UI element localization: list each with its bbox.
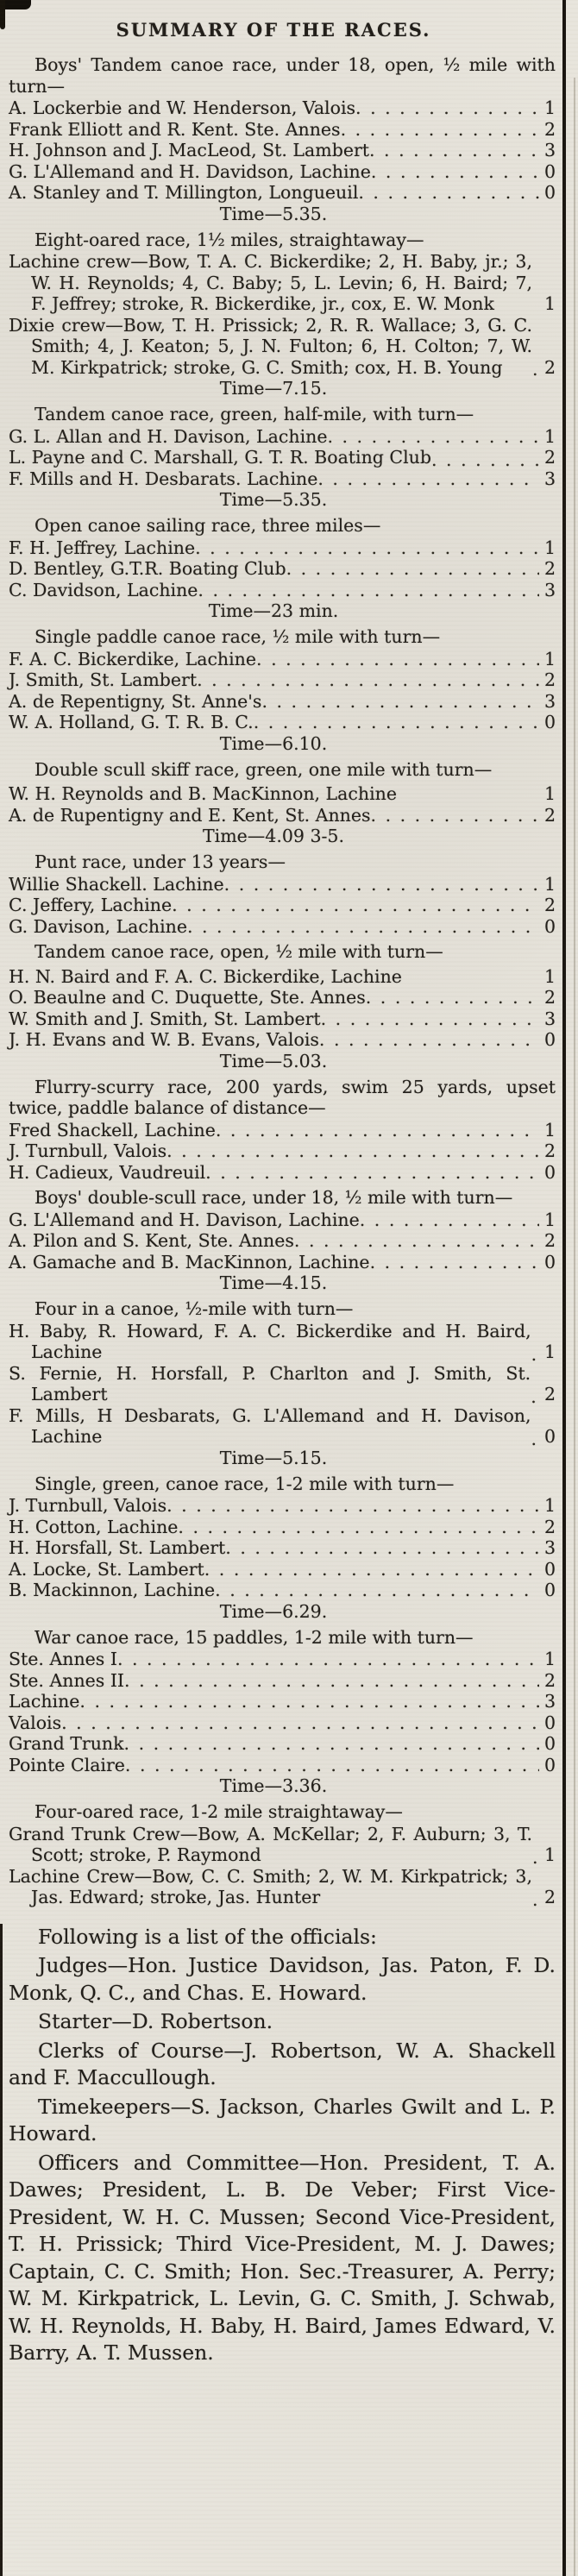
placement-number: 2 bbox=[543, 558, 556, 579]
placement-number: 1 bbox=[543, 1119, 556, 1140]
result-entry bbox=[9, 1649, 556, 1670]
competitor-name: L. Payne and C. Marshall, G. T. R. Boating Club bbox=[9, 447, 431, 468]
race-heading: Four in a canoe, ½-mile with turn— bbox=[35, 1298, 354, 1319]
race-heading: Double scull skiff race, green, one mile with turn— bbox=[35, 758, 493, 780]
result-entry bbox=[9, 916, 556, 938]
race-time: Time—3.36. bbox=[219, 1775, 328, 1796]
dot-leader bbox=[371, 805, 539, 824]
result-entry bbox=[9, 1321, 556, 1363]
competitor-name: H. N. Baird and F. A. C. Bickerdike, Lachine bbox=[9, 965, 402, 987]
race-section bbox=[9, 404, 556, 511]
result-entry bbox=[9, 691, 556, 713]
race-heading: Boys' Tandem canoe race, under 18, open, ½ mile with turn— bbox=[9, 54, 556, 97]
placement-number: 1 bbox=[543, 293, 556, 314]
placement-number: 0 bbox=[543, 1161, 556, 1183]
placement-number: 1 bbox=[543, 648, 556, 669]
placement-number: 1 bbox=[543, 965, 556, 987]
placement-number: 0 bbox=[543, 1251, 556, 1272]
race-heading: Single paddle canoe race, ½ mile with turn— bbox=[35, 626, 441, 647]
placement-number: 1 bbox=[543, 1649, 556, 1669]
placement-number: 1 bbox=[543, 873, 556, 895]
result-entry bbox=[9, 447, 556, 468]
race-heading: War canoe race, 15 paddles, 1-2 mile with turn— bbox=[35, 1626, 474, 1648]
page-title: SUMMARY OF THE RACES. bbox=[116, 19, 431, 41]
competitor-name: D. Bentley, G.T.R. Boating Club bbox=[9, 558, 286, 579]
dot-leader bbox=[294, 1230, 539, 1249]
placement-number: 2 bbox=[543, 895, 556, 915]
race-time: Time—5.15. bbox=[219, 1447, 328, 1468]
result-entry bbox=[9, 1537, 556, 1559]
competitor-name: Grand Trunk bbox=[9, 1733, 124, 1754]
race-time: Time—23 min. bbox=[208, 600, 339, 621]
competitor-name: A. de Repentigny, St. Anne's bbox=[9, 690, 262, 712]
race-section bbox=[9, 1077, 556, 1184]
competitor-name: A. Pilon and S. Kent, Ste. Annes bbox=[9, 1230, 294, 1251]
race-heading: Flurry-scurry race, 200 yards, swim 25 yards, upset twice, paddle balance of distance— bbox=[9, 1076, 556, 1118]
dot-leader bbox=[371, 161, 539, 180]
competitor-name: F. Mills and H. Desbarats. Lachine bbox=[9, 468, 318, 489]
race-section bbox=[9, 941, 556, 1072]
result-entry bbox=[9, 805, 556, 826]
placement-number: 3 bbox=[543, 140, 556, 160]
placement-number: 2 bbox=[543, 1230, 556, 1251]
race-time: Time—5.35. bbox=[219, 489, 328, 510]
result-entry bbox=[9, 1733, 556, 1755]
race-heading: Boys' double-scull race, under 18, ½ mile with turn— bbox=[35, 1187, 513, 1208]
result-entry bbox=[9, 649, 556, 670]
dot-leader bbox=[166, 1140, 539, 1159]
competitor-name: G. L. Allan and H. Davison, Lachine bbox=[9, 425, 328, 447]
officials-paragraph: Starter—D. Robertson. bbox=[38, 2009, 273, 2033]
dot-leader bbox=[79, 1691, 539, 1710]
competitor-name: H. Cadieux, Vaudreuil bbox=[9, 1161, 206, 1183]
competitor-name: G. L'Allemand and H. Davison, Lachine bbox=[9, 1209, 360, 1230]
competitor-name: Ste. Annes II bbox=[9, 1669, 125, 1691]
dot-leader bbox=[317, 468, 539, 487]
dot-leader bbox=[125, 1755, 539, 1774]
dot-leader bbox=[366, 987, 539, 1006]
result-entry bbox=[9, 669, 556, 691]
race-time: Time—6.10. bbox=[219, 732, 328, 754]
competitor-name: Valois bbox=[9, 1712, 62, 1733]
result-entry bbox=[9, 426, 556, 448]
competitor-name: J. Turnbull, Valois bbox=[9, 1495, 167, 1516]
competitor-name: A. de Rupentigny and E. Kent, St. Annes bbox=[9, 804, 371, 826]
result-entry bbox=[9, 712, 556, 733]
competitor-name: W. H. Reynolds and B. MacKinnon, Lachine bbox=[9, 783, 397, 804]
dot-leader bbox=[61, 1712, 539, 1731]
competitor-name: H. Cotton, Lachine bbox=[9, 1516, 179, 1537]
placement-number: 0 bbox=[543, 182, 556, 203]
dot-leader bbox=[531, 1386, 539, 1405]
dot-leader bbox=[124, 1733, 539, 1752]
dot-leader bbox=[321, 1008, 539, 1027]
dot-leader bbox=[198, 580, 539, 599]
result-entry bbox=[9, 251, 556, 315]
result-entry bbox=[9, 1495, 556, 1517]
race-section bbox=[9, 626, 556, 755]
competitor-name: A. Lockerbie and W. Henderson, Valois bbox=[9, 97, 356, 118]
dot-leader bbox=[360, 1209, 539, 1228]
competitor-name: W. Smith and J. Smith, St. Lambert bbox=[9, 1008, 321, 1029]
dot-leader bbox=[355, 97, 539, 116]
competitor-name: H. Johnson and J. MacLeod, St. Lambert bbox=[9, 140, 369, 160]
officials-paragraph: Officers and Committee—Hon. President, T. A. Dawes; President, L. B. De Veber; First Vice-President, W. H. C. Mussen; Second Vice-President, T. H. Prissick; Third Vice-President, M. J. Dawes; Captain, C. C. Smith; Hon. Sec.-Treasurer, A. Perry; W. M. Kirkpatrick, L. Levin, G. C. Smith, J. Schwab, W. H. Reynolds, H. Baby, H. Baird, James Edward, V. Barry, A. T. Mussen. bbox=[9, 2150, 556, 2365]
result-entry bbox=[9, 580, 556, 601]
result-entry bbox=[9, 1824, 556, 1866]
result-entry bbox=[9, 537, 556, 559]
competitor-name: C. Jeffery, Lachine bbox=[9, 895, 173, 915]
race-section bbox=[9, 1473, 556, 1623]
placement-number: 2 bbox=[543, 987, 556, 1008]
competitor-name: A. Stanley and T. Millington, Longueuil bbox=[9, 182, 359, 203]
placement-number: 0 bbox=[543, 1712, 556, 1733]
dot-leader bbox=[431, 449, 539, 468]
race-section bbox=[9, 1298, 556, 1469]
officials-paragraph: Timekeepers—S. Jackson, Charles Gwilt and L. P. Howard. bbox=[9, 2094, 556, 2146]
placement-number: 3 bbox=[543, 1691, 556, 1712]
competitor-name: Grand Trunk Crew—Bow, A. McKellar; 2, F. Auburn; 3, T. Scott; stroke, P. Raymond bbox=[9, 1823, 532, 1865]
competitor-name: J. Turnbull, Valois bbox=[9, 1140, 167, 1161]
placement-number: 0 bbox=[543, 915, 556, 937]
race-section bbox=[9, 515, 556, 622]
placement-number: 2 bbox=[543, 447, 556, 468]
race-heading: Open canoe sailing race, three miles— bbox=[35, 515, 381, 536]
competitor-name: Lachine crew—Bow, T. A. C. Bickerdike; 2, H. Baby, jr.; 3, W. H. Reynolds; 4, C. Baby; 5, L. Levin; 6, H. Baird; 7, F. Jeffrey; stroke, R. Bickerdike, jr., cox, E. W. Monk bbox=[9, 251, 532, 314]
competitor-name: Pointe Claire bbox=[9, 1754, 125, 1775]
dot-leader bbox=[204, 1559, 539, 1578]
officials-section bbox=[9, 1924, 556, 2367]
placement-number: 1 bbox=[543, 425, 556, 447]
dot-leader bbox=[197, 669, 539, 688]
result-entry bbox=[9, 161, 556, 183]
dot-leader bbox=[402, 964, 539, 983]
result-entry bbox=[9, 1162, 556, 1184]
result-entry bbox=[9, 781, 556, 805]
placement-number: 2 bbox=[543, 356, 556, 378]
race-section bbox=[9, 229, 556, 400]
result-entry bbox=[9, 1691, 556, 1712]
placement-number: 2 bbox=[543, 804, 556, 826]
race-section bbox=[9, 1627, 556, 1798]
result-entry bbox=[9, 964, 556, 988]
race-time: Time—5.03. bbox=[219, 1050, 328, 1071]
dot-leader bbox=[327, 426, 539, 445]
competitor-name: Ste. Annes I bbox=[9, 1649, 117, 1669]
competitor-name: A. Gamache and B. MacKinnon, Lachine bbox=[9, 1251, 370, 1272]
dot-leader bbox=[205, 1162, 539, 1181]
dot-leader bbox=[319, 1029, 539, 1048]
placement-number: 1 bbox=[543, 783, 556, 804]
result-entry bbox=[9, 1866, 556, 1908]
dot-leader bbox=[225, 1537, 539, 1556]
placement-number: 1 bbox=[543, 1844, 556, 1865]
result-entry bbox=[9, 874, 556, 895]
competitor-name: B. Mackinnon, Lachine bbox=[9, 1580, 216, 1600]
placement-number: 2 bbox=[543, 118, 556, 140]
placement-number: 2 bbox=[543, 1669, 556, 1691]
competitor-name: J. H. Evans and W. B. Evans, Valois bbox=[9, 1029, 319, 1050]
dot-leader bbox=[397, 781, 539, 800]
result-entry bbox=[9, 1120, 556, 1141]
dot-leader bbox=[532, 1847, 539, 1866]
officials-paragraph: Clerks of Course—J. Robertson, W. A. Shackell and F. Maccullough. bbox=[9, 2038, 556, 2089]
competitor-name: Frank Elliott and R. Kent. Ste. Annes bbox=[9, 118, 341, 140]
dot-leader bbox=[254, 712, 539, 731]
dot-leader bbox=[224, 874, 539, 893]
result-entry bbox=[9, 119, 556, 141]
race-section bbox=[9, 1187, 556, 1294]
result-entry bbox=[9, 1755, 556, 1776]
competitor-name: Dixie crew—Bow, T. H. Prissick; 2, R. R. Wallace; 3, G. C. Smith; 4, J. Keaton; 5, J. N. Fulton; 6, H. Colton; 7, W. M. Kirkpatrick; stroke, G. C. Smith; cox, H. B. Young bbox=[9, 314, 532, 378]
race-heading: Punt race, under 13 years— bbox=[35, 851, 286, 872]
placement-number: 3 bbox=[543, 1537, 556, 1558]
dot-leader bbox=[532, 296, 539, 315]
competitor-name: G. Davison, Lachine bbox=[9, 915, 187, 937]
placement-number: 2 bbox=[543, 1384, 556, 1404]
race-section bbox=[9, 1801, 556, 1908]
result-entry bbox=[9, 1580, 556, 1601]
result-entry bbox=[9, 895, 556, 916]
dot-leader bbox=[215, 1580, 539, 1599]
dot-leader bbox=[531, 1344, 539, 1363]
result-entry bbox=[9, 1405, 556, 1448]
placement-number: 0 bbox=[543, 1426, 556, 1447]
competitor-name: J. Smith, St. Lambert bbox=[9, 669, 198, 690]
race-time: Time—7.15. bbox=[219, 378, 328, 399]
race-section bbox=[9, 851, 556, 937]
result-entry bbox=[9, 1140, 556, 1162]
result-entry bbox=[9, 1559, 556, 1580]
dot-leader bbox=[117, 1649, 539, 1668]
result-entry bbox=[9, 468, 556, 490]
dot-leader bbox=[178, 1517, 539, 1536]
result-entry bbox=[9, 1670, 556, 1692]
competitor-name: Lachine bbox=[9, 1691, 80, 1712]
competitor-name: S. Fernie, H. Horsfall, P. Charlton and J. Smith, St. Lambert bbox=[9, 1362, 531, 1404]
result-entry bbox=[9, 1008, 556, 1030]
competitor-name: W. A. Holland, G. T. R. B. C. bbox=[9, 712, 254, 732]
placement-number: 3 bbox=[543, 1008, 556, 1029]
placement-number: 0 bbox=[543, 1558, 556, 1580]
race-section bbox=[9, 54, 556, 225]
placement-number: 1 bbox=[543, 1495, 556, 1516]
result-entry bbox=[9, 1230, 556, 1252]
result-entry bbox=[9, 315, 556, 379]
placement-number: 0 bbox=[543, 1754, 556, 1775]
dot-leader bbox=[172, 895, 539, 914]
placement-number: 2 bbox=[543, 1516, 556, 1537]
placement-number: 0 bbox=[543, 712, 556, 732]
race-summaries bbox=[9, 54, 556, 1908]
race-heading: Single, green, canoe race, 1-2 mile with turn— bbox=[35, 1473, 455, 1494]
result-entry bbox=[9, 1209, 556, 1231]
race-time: Time—6.29. bbox=[219, 1600, 328, 1622]
placement-number: 1 bbox=[543, 537, 556, 558]
placement-number: 2 bbox=[543, 1140, 556, 1161]
placement-number: 0 bbox=[543, 1580, 556, 1600]
placement-number: 3 bbox=[543, 579, 556, 600]
dot-leader bbox=[531, 1429, 539, 1448]
placement-number: 0 bbox=[543, 160, 556, 182]
dot-leader bbox=[261, 691, 539, 710]
placement-number: 0 bbox=[543, 1029, 556, 1050]
dot-leader bbox=[370, 1252, 539, 1271]
result-entry bbox=[9, 182, 556, 204]
race-section bbox=[9, 759, 556, 848]
result-entry bbox=[9, 558, 556, 580]
competitor-name: H. Horsfall, St. Lambert bbox=[9, 1537, 226, 1558]
race-heading: Tandem canoe race, open, ½ mile with turn— bbox=[35, 941, 443, 962]
result-entry bbox=[9, 140, 556, 161]
competitor-name: H. Baby, R. Howard, F. A. C. Bickerdike and H. Baird, Lachine bbox=[9, 1320, 531, 1362]
placement-number: 0 bbox=[543, 1733, 556, 1754]
dot-leader bbox=[256, 649, 539, 668]
officials-paragraph: Judges—Hon. Justice Davidson, Jas. Paton, F. D. Monk, Q. C., and Chas. E. Howard. bbox=[9, 1953, 556, 2005]
placement-number: 1 bbox=[543, 1209, 556, 1230]
dot-leader bbox=[532, 359, 539, 378]
dot-leader bbox=[124, 1670, 539, 1689]
race-heading: Tandem canoe race, green, half-mile, with turn— bbox=[35, 404, 474, 424]
race-heading: Eight-oared race, 1½ miles, straightaway— bbox=[35, 229, 424, 250]
dot-leader bbox=[286, 558, 539, 577]
result-entry bbox=[9, 1252, 556, 1273]
result-entry bbox=[9, 1712, 556, 1734]
placement-number: 2 bbox=[543, 1887, 556, 1907]
result-entry bbox=[9, 97, 556, 119]
result-entry bbox=[9, 1517, 556, 1538]
result-entry bbox=[9, 1029, 556, 1051]
race-time: Time—4.15. bbox=[219, 1272, 328, 1293]
dot-leader bbox=[369, 140, 539, 159]
placement-number: 1 bbox=[543, 97, 556, 118]
dot-leader bbox=[187, 916, 539, 935]
placement-number: 3 bbox=[543, 468, 556, 489]
dot-leader bbox=[532, 1889, 539, 1908]
dot-leader bbox=[195, 537, 539, 556]
competitor-name: F. A. C. Bickerdike, Lachine bbox=[9, 648, 257, 669]
placement-number: 2 bbox=[543, 669, 556, 690]
officials-intro: Following is a list of the officials: bbox=[38, 1924, 377, 1949]
competitor-name: Fred Shackell, Lachine bbox=[9, 1119, 216, 1140]
placement-number: 1 bbox=[543, 1341, 556, 1362]
competitor-name: F. H. Jeffrey, Lachine bbox=[9, 537, 196, 558]
competitor-name: F. Mills, H Desbarats, G. L'Allemand and H. Davison, Lachine bbox=[9, 1404, 531, 1447]
competitor-name: G. L'Allemand and H. Davidson, Lachine bbox=[9, 160, 371, 182]
dot-leader bbox=[341, 119, 539, 138]
dot-leader bbox=[358, 182, 539, 201]
race-time: Time—4.09 3-5. bbox=[203, 826, 344, 846]
competitor-name: Willie Shackell. Lachine bbox=[9, 873, 224, 895]
race-time: Time—5.35. bbox=[219, 203, 328, 224]
competitor-name: O. Beaulne and C. Duquette, Ste. Annes bbox=[9, 987, 366, 1008]
dot-leader bbox=[166, 1495, 539, 1514]
competitor-name: A. Locke, St. Lambert bbox=[9, 1558, 204, 1580]
competitor-name: C. Davidson, Lachine bbox=[9, 579, 198, 600]
placement-number: 3 bbox=[543, 690, 556, 712]
dot-leader bbox=[216, 1120, 539, 1139]
race-heading: Four-oared race, 1-2 mile straightaway— bbox=[35, 1801, 403, 1822]
competitor-name: Lachine Crew—Bow, C. C. Smith; 2, W. M. Kirkpatrick; 3, Jas. Edward; stroke, Jas. Hunter bbox=[9, 1865, 532, 1907]
result-entry bbox=[9, 1363, 556, 1405]
result-entry bbox=[9, 987, 556, 1008]
